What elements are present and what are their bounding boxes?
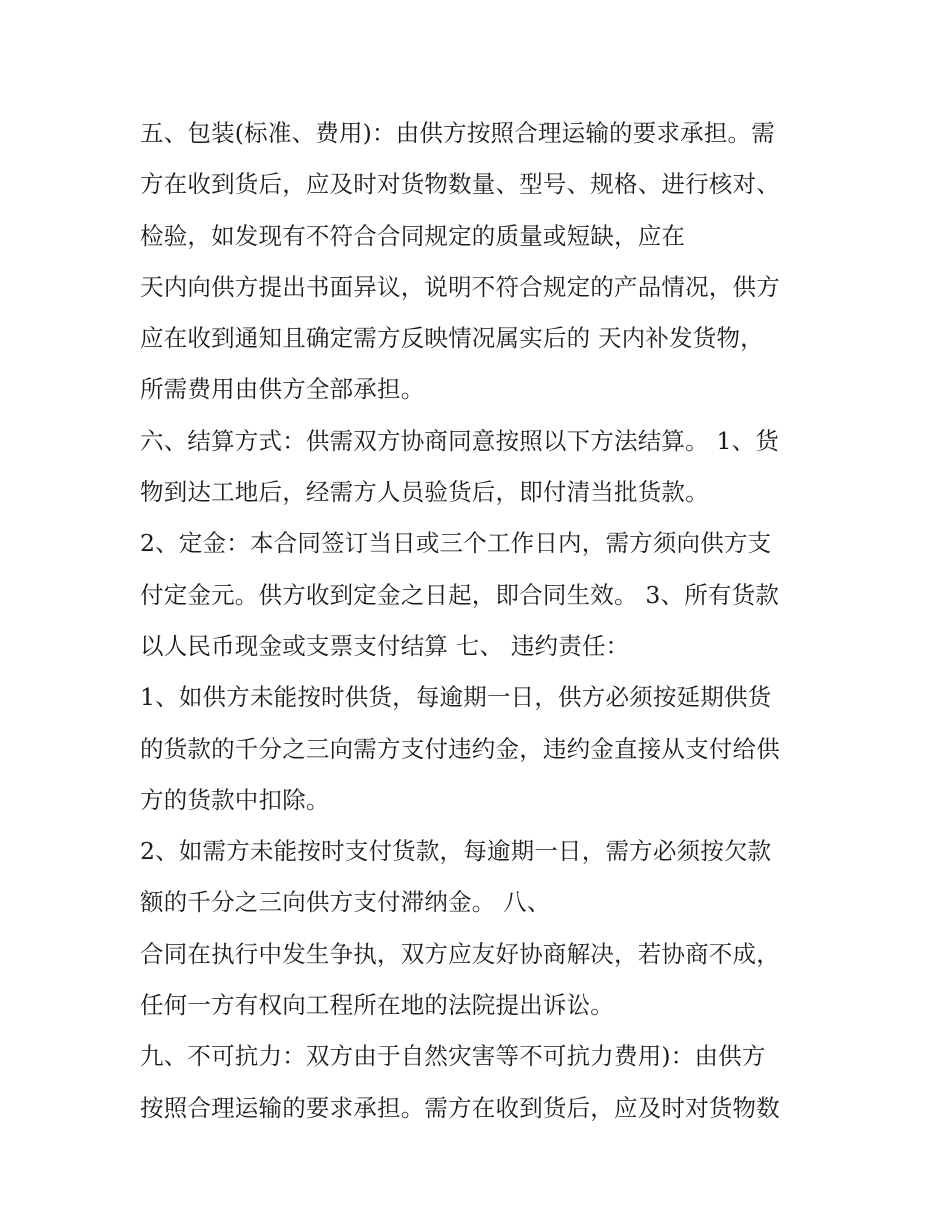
text-line: 2、如需方未能按时支付货款，每逾期一日，需方必须按欠款: [140, 837, 772, 866]
text-line: 天内向供方提出书面异议，说明不符合规定的产品情况，供方: [140, 272, 780, 301]
text-line: 检验，如发现有不符合合同规定的质量或短缺，应在: [140, 221, 686, 250]
text-line: 按照合理运输的要求承担。需方在收到货后，应及时对货物数: [140, 1093, 780, 1122]
text-line: 付定金元。供方收到定金之日起，即合同生效。 3、所有货款: [140, 580, 780, 609]
text-line: 以人民币现金或支票支付结算 七、 违约责任：: [140, 631, 630, 660]
text-line: 五、包装(标准、费用)：由供方按照合理运输的要求承担。需: [140, 119, 775, 147]
text-line: 物到达工地后，经需方人员验货后，即付清当批货款。: [140, 478, 709, 507]
text-line: 六、结算方式：供需双方协商同意按照以下方法结算。 1、货: [140, 426, 780, 455]
text-line: 合同在执行中发生争执，双方应友好协商解决，若协商不成，: [140, 939, 780, 968]
text-line: 的货款的千分之三向需方支付违约金，违约金直接从支付给供: [140, 734, 780, 763]
text-line: 额的千分之三向供方支付滞纳金。 八、: [140, 888, 551, 917]
text-line: 方的货款中扣除。: [140, 785, 330, 814]
text-line: 方在收到货后，应及时对货物数量、型号、规格、进行核对、: [140, 170, 780, 199]
text-line: 任何一方有权向工程所在地的法院提出诉讼。: [140, 991, 614, 1020]
text-line: 九、不可抗力：双方由于自然灾害等不可抗力费用)：由供方: [140, 1042, 766, 1071]
text-line: 应在收到通知且确定需方反映情况属实后的 天内补发货物，: [140, 324, 764, 353]
text-line: 1、如供方未能按时供货，每逾期一日，供方必须按延期供货: [140, 683, 772, 712]
text-line: 2、定金：本合同签订当日或三个工作日内，需方须向供方支: [140, 529, 772, 558]
text-line: 所需费用由供方全部承担。: [140, 375, 425, 404]
contract-text: [140, 108, 840, 1134]
